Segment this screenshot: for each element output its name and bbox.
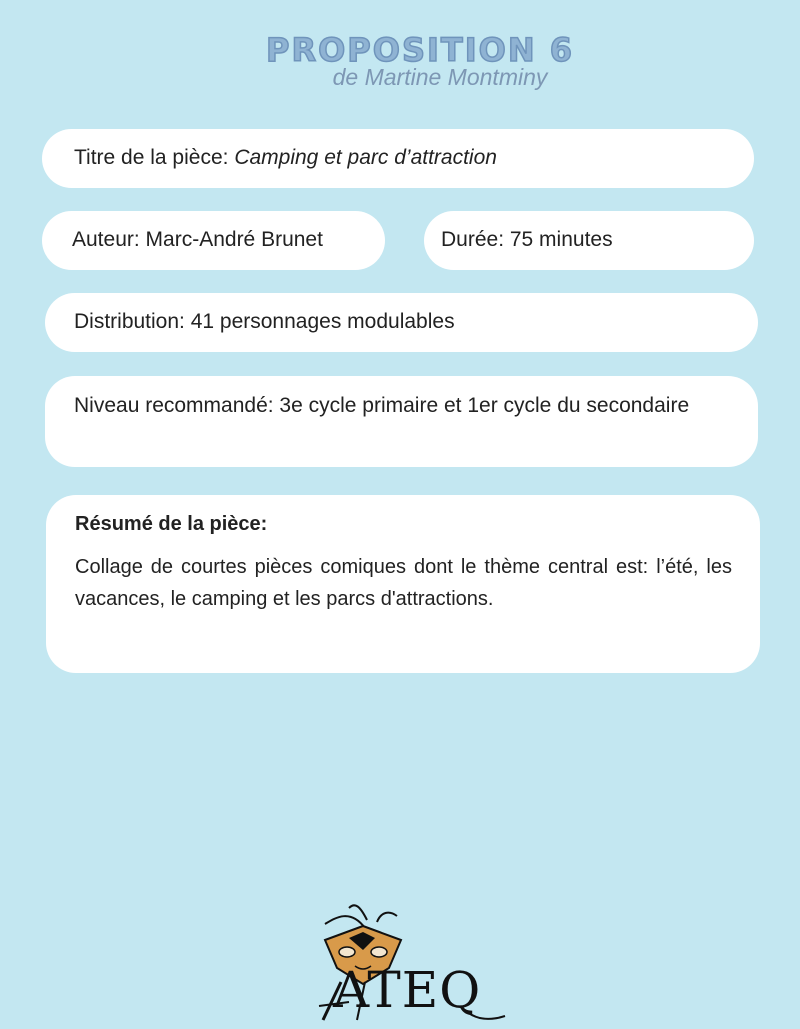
distribution-card [45, 293, 758, 352]
author-card [42, 211, 385, 270]
summary-card [46, 495, 760, 673]
duration-card [424, 211, 754, 270]
play-title-label: Titre de la pièce: [74, 146, 235, 169]
play-title-card [42, 129, 754, 188]
level-text: Niveau recommandé: 3e cycle primaire et 1er cycle du secondaire [74, 394, 690, 417]
logo-text: ATEQ [333, 961, 482, 1019]
level-card [45, 376, 758, 467]
page-header [0, 30, 800, 90]
distribution-text: Distribution: 41 personnages modulables [74, 310, 455, 333]
duration-text: Durée: 75 minutes [441, 228, 613, 251]
author-text: Auteur: Marc-André Brunet [72, 228, 323, 251]
page-title: PROPOSITION 6 [265, 31, 575, 69]
play-title-value: Camping et parc d’attraction [234, 146, 497, 169]
ateq-logo [305, 898, 515, 1026]
summary-heading: Résumé de la pièce: [75, 513, 268, 535]
page-subtitle: de Martine Montminy [332, 64, 548, 90]
summary-text: Collage de courtes pièces comiques dont le thème central est: l’été, les vacances, le camping et les parcs d'attractions. [75, 556, 732, 610]
